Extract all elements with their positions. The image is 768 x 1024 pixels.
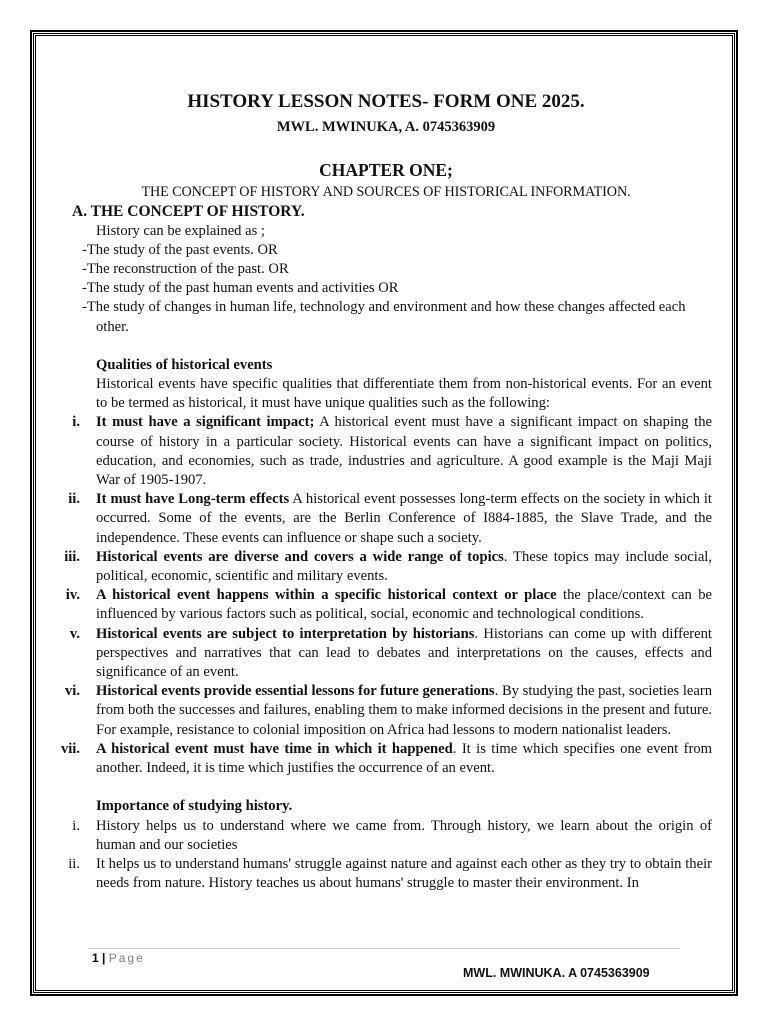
- item-text: A historical event must have a significant impact on shaping the course of history in a particular society. Historical events can have a significant impact on politics, education, and economies, such as trade, industries and agriculture. A good example is the Maji Maji War of 1905-1907.: [96, 414, 712, 489]
- quality-item: [60, 625, 712, 683]
- item-number: ii.: [68, 491, 80, 508]
- importance-item: [60, 855, 712, 893]
- page-word: Page: [108, 951, 145, 965]
- item-number: i.: [72, 414, 80, 431]
- document-body: [60, 90, 712, 893]
- item-lead: Historical events are diverse and covers a wide range of topics: [96, 548, 504, 565]
- item-lead: Historical events are subject to interpretation by historians: [96, 625, 475, 642]
- spacer: [60, 337, 712, 356]
- quality-item: [60, 682, 712, 740]
- definition-item: -The study of the past human events and activities OR: [82, 280, 399, 297]
- footer-divider: [88, 948, 680, 949]
- definition-list: [60, 241, 712, 337]
- quality-item: [60, 413, 712, 490]
- item-number: ii.: [68, 855, 80, 872]
- chapter-title: CHAPTER ONE;: [319, 160, 453, 181]
- item-lead: It must have a significant impact;: [96, 414, 315, 431]
- page-number-value: 1: [92, 951, 99, 965]
- item-number: i.: [72, 817, 80, 834]
- quality-item: [60, 586, 712, 624]
- definition-item: -The study of changes in human life, technology and environment and how these changes affected each other.: [82, 299, 686, 335]
- item-text: . These topics may include social, political, economic, scientific and military events.: [96, 548, 712, 585]
- item-number: iii.: [64, 548, 80, 565]
- document-title: HISTORY LESSON NOTES- FORM ONE 2025.: [187, 91, 585, 112]
- item-lead: A historical event must have time in which it happened: [96, 740, 453, 757]
- item-text: It helps us to understand humans' struggle against nature and against each other as they try to obtain their needs from nature. History teaches us about humans' struggle to master their environment. In: [96, 855, 712, 892]
- document-author: MWL. MWINUKA, A. 0745363909: [276, 119, 496, 135]
- item-text: . By studying the past, societies learn from both the successes and failures, enabling them to make informed decisions in the present and future. For example, resistance to colonial imposition on Africa had lessons to modern nationalist leaders.: [96, 683, 713, 738]
- section-a-heading: A. THE CONCEPT OF HISTORY.: [72, 203, 305, 221]
- item-text: the place/context can be influenced by various factors such as political, social, economic and technological conditions.: [96, 587, 712, 623]
- item-number: iv.: [65, 587, 80, 604]
- item-number: vi.: [65, 683, 80, 700]
- item-lead: Historical events provide essential lessons for future generations: [96, 683, 495, 700]
- importance-item: [60, 817, 712, 855]
- item-lead: A historical event happens within a specific historical context or place: [96, 587, 557, 604]
- item-text: . It is time which specifies one event from another. Indeed, it is time which justifies the occurrence of an event.: [96, 740, 713, 777]
- qualities-heading: Qualities of historical events: [96, 356, 273, 373]
- importance-list: [60, 817, 712, 894]
- quality-item: [60, 548, 712, 586]
- importance-heading: Importance of studying history.: [96, 798, 293, 815]
- chapter-subtitle: THE CONCEPT OF HISTORY AND SOURCES OF HISTORICAL INFORMATION.: [141, 184, 631, 201]
- qualities-intro: Historical events have specific qualities that differentiate them from non-historical events. For an event to be termed as historical, it must have unique qualities such as the following:: [96, 376, 712, 412]
- quality-item: [60, 740, 712, 778]
- spacer: [60, 778, 712, 797]
- page-number: [92, 951, 145, 965]
- quality-item: [60, 490, 712, 548]
- item-text: . Historians can come up with different perspectives and narratives that can lead to debates and interpretations on the causes, effects and significance of an event.: [96, 625, 712, 681]
- definition-item: -The study of the past events. OR: [82, 241, 278, 258]
- qualities-list: [60, 413, 712, 778]
- page-number-separator: |: [102, 951, 106, 965]
- item-text: A historical event possesses long-term effects on the society in which it occurred. Some of the events, are the Berlin Conference of I884-1885, the Slave Trade, and the independence. These events can influence or shape such a society.: [96, 491, 712, 546]
- item-text: History helps us to understand where we came from. Through history, we learn about the origin of human and our societies: [96, 817, 712, 853]
- definition-item: -The reconstruction of the past. OR: [82, 261, 289, 278]
- item-lead: It must have Long-term effects: [96, 491, 290, 508]
- section-a-intro: History can be explained as ;: [96, 222, 265, 239]
- item-number: v.: [69, 625, 80, 642]
- footer-author: MWL. MWINUKA. A 0745363909: [463, 966, 650, 980]
- item-number: vii.: [60, 740, 80, 757]
